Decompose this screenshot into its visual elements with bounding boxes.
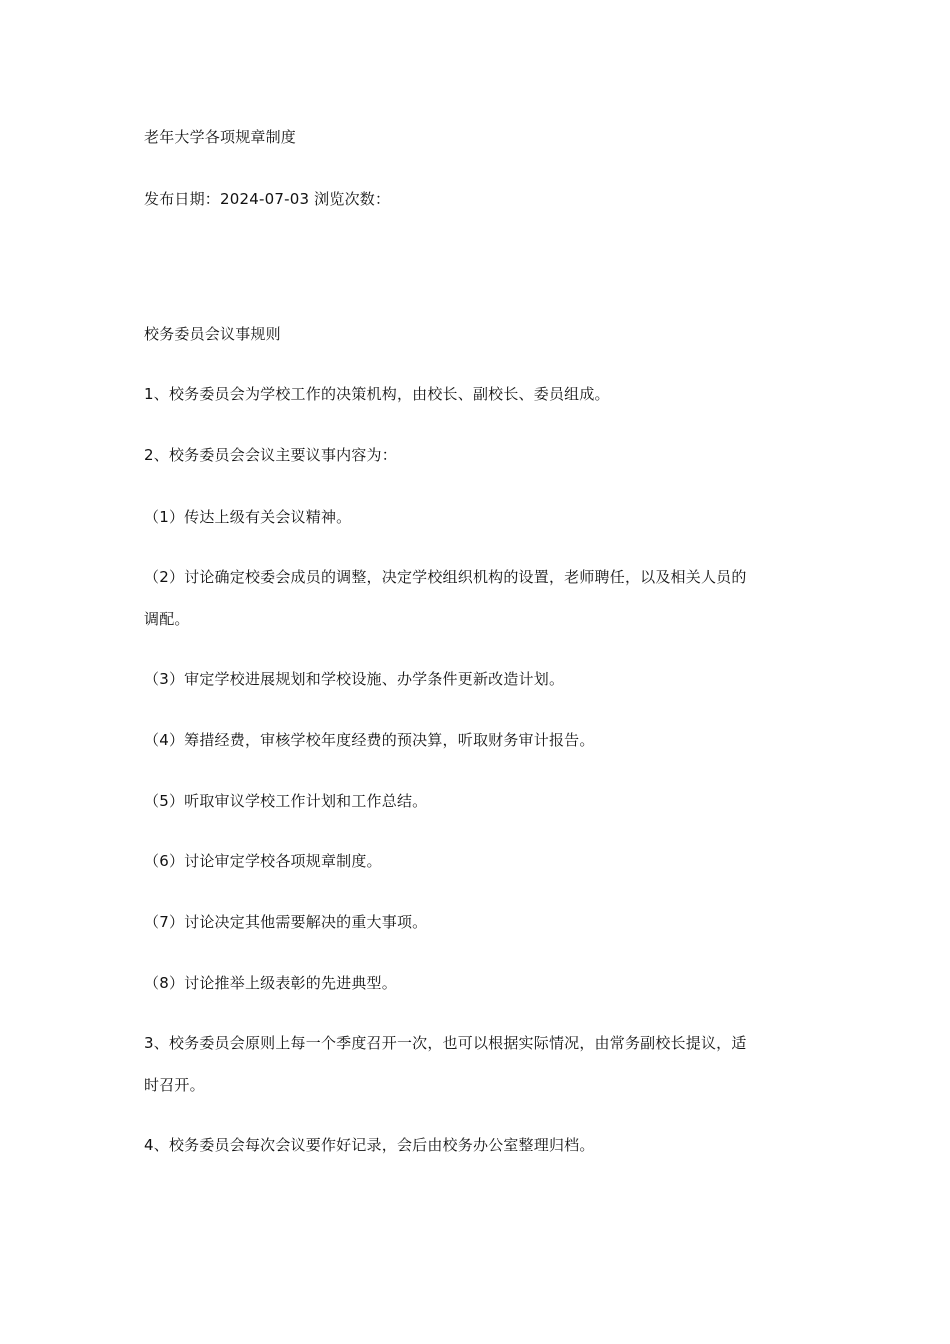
rule-item-3-line-1: 3、校务委员会原则上每一个季度召开一次，也可以根据实际情况，由常务副校长提议，适 — [144, 1034, 747, 1052]
publish-label: 发布日期： — [144, 190, 221, 208]
rule-subitem-5: （5）听取审议学校工作计划和工作总结。 — [144, 792, 428, 810]
rule-subitem-6: （6）讨论审定学校各项规章制度。 — [144, 852, 382, 870]
rule-subitem-3: （3）审定学校进展规划和学校设施、办学条件更新改造计划。 — [144, 670, 565, 688]
rule-subitem-4: （4）筹措经费，审核学校年度经费的预决算，听取财务审计报告。 — [144, 731, 595, 749]
section-heading: 校务委员会议事规则 — [144, 325, 281, 343]
publish-date: 2024-07-03 — [220, 190, 310, 208]
rule-item-4: 4、校务委员会每次会议要作好记录，会后由校务办公室整理归档。 — [144, 1136, 595, 1154]
rule-subitem-2-line-2: 调配。 — [144, 610, 190, 628]
rule-item-2: 2、校务委员会会议主要议事内容为： — [144, 446, 397, 464]
views-label: 浏览次数： — [314, 190, 391, 208]
rule-item-1: 1、校务委员会为学校工作的决策机构，由校长、副校长、委员组成。 — [144, 385, 610, 403]
rule-subitem-8: （8）讨论推举上级表彰的先进典型。 — [144, 974, 397, 992]
rule-item-3-line-2: 时召开。 — [144, 1076, 205, 1094]
rule-subitem-7: （7）讨论决定其他需要解决的重大事项。 — [144, 913, 428, 931]
publish-meta — [144, 189, 390, 209]
rule-subitem-1: （1）传达上级有关会议精神。 — [144, 508, 352, 526]
document-title: 老年大学各项规章制度 — [144, 128, 297, 146]
rule-subitem-2-line-1: （2）讨论确定校委会成员的调整，决定学校组织机构的设置，老师聘任，以及相关人员的 — [144, 568, 747, 586]
